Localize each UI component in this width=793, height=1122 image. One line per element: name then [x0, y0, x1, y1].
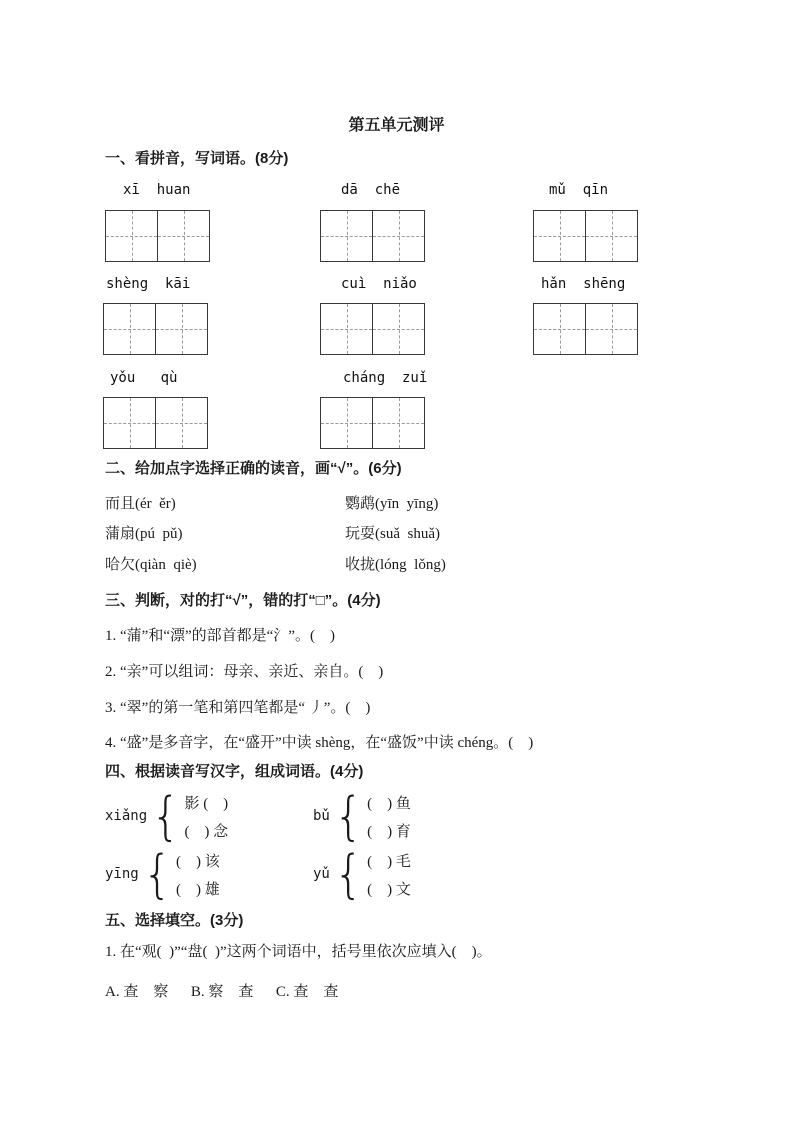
- section1-header: 一、看拼音，写词语。(8分): [105, 150, 289, 167]
- writing-grid: [533, 303, 638, 355]
- grid-cell: [104, 398, 155, 448]
- writing-grid: [103, 397, 208, 449]
- group-pinyin: bǔ: [313, 808, 330, 824]
- fill-in-line: ( ) 该: [176, 853, 220, 870]
- grid-cell: [157, 211, 209, 261]
- judgement-item: 2. “亲”可以组词：母亲、亲近、亲自。( ): [105, 664, 384, 680]
- grid-cell: [372, 304, 424, 354]
- writing-grid: [320, 397, 425, 449]
- pinyin-label: yǒu qù: [110, 370, 178, 386]
- fill-in-group: [105, 843, 220, 905]
- pinyin-label: shèng kāi: [106, 276, 191, 292]
- grid-cell: [534, 211, 585, 261]
- section3-header: 三、判断，对的打“√”，错的打“□”。(4分): [105, 592, 381, 609]
- grid-cell: [155, 398, 207, 448]
- section4-header: 四、根据读音写汉字，组成词语。(4分): [105, 763, 364, 780]
- group-pinyin: xiǎng: [105, 808, 148, 824]
- grid-cell: [321, 398, 372, 448]
- grid-cell: [585, 304, 637, 354]
- group-pinyin: yǔ: [313, 866, 330, 882]
- pinyin-label: mǔ qīn: [549, 182, 609, 198]
- pinyin-label: hǎn shēng: [541, 276, 626, 292]
- choice-question: 1. 在“观( )”“盘( )”这两个词语中，括号里依次应填入( )。: [105, 944, 492, 960]
- brace-glyph: {: [142, 843, 172, 905]
- grid-cell: [321, 304, 372, 354]
- section2-header: 二、给加点字选择正确的读音，画“√”。(6分): [105, 460, 402, 477]
- pronunciation-item: 哈欠(qiàn qiè): [105, 557, 197, 573]
- pinyin-label: cuì niǎo: [341, 276, 417, 292]
- writing-grid: [105, 210, 210, 262]
- brace-glyph: {: [151, 785, 181, 847]
- writing-grid: [533, 210, 638, 262]
- writing-grid: [320, 210, 425, 262]
- judgement-item: 3. “翠”的第一笔和第四笔都是“ 丿”。( ): [105, 700, 371, 716]
- pinyin-label: dā chē: [341, 182, 401, 198]
- fill-in-group: [313, 785, 411, 847]
- pronunciation-item: 玩耍(suǎ shuǎ): [345, 526, 440, 542]
- fill-in-line: ( ) 念: [184, 823, 229, 840]
- pinyin-label: xī huan: [123, 182, 191, 198]
- pronunciation-item: 蒲扇(pú pǔ): [105, 526, 183, 542]
- group-pinyin: yīng: [105, 866, 139, 882]
- grid-cell: [155, 304, 207, 354]
- pinyin-label: cháng zuǐ: [343, 370, 428, 386]
- page-title: 第五单元测评: [348, 117, 445, 134]
- pronunciation-item: 收拢(lóng lǒng): [345, 557, 446, 573]
- brace-glyph: {: [333, 785, 364, 847]
- grid-cell: [106, 211, 157, 261]
- choice-options: A. 查 察 B. 察 查 C. 查 查: [105, 984, 339, 1000]
- fill-in-line: ( ) 文: [367, 881, 411, 898]
- judgement-item: 1. “蒲”和“漂”的部首都是“氵”。( ): [105, 628, 335, 644]
- grid-cell: [321, 211, 372, 261]
- fill-in-line: 影 ( ): [184, 795, 229, 812]
- grid-cell: [104, 304, 155, 354]
- fill-in-group: [313, 843, 411, 905]
- brace-glyph: {: [333, 843, 364, 905]
- fill-in-line: ( ) 鱼: [367, 795, 411, 812]
- writing-grid: [320, 303, 425, 355]
- fill-in-line: ( ) 育: [367, 823, 411, 840]
- grid-cell: [372, 211, 424, 261]
- pronunciation-item: 而且(ér ěr): [105, 496, 176, 512]
- writing-grid: [103, 303, 208, 355]
- fill-in-line: ( ) 雄: [176, 881, 220, 898]
- section5-header: 五、选择填空。(3分): [105, 912, 244, 929]
- pronunciation-item: 鹦鹉(yīn yīng): [345, 496, 439, 512]
- grid-cell: [534, 304, 585, 354]
- judgement-item: 4. “盛”是多音字，在“盛开”中读 shèng，在“盛饭”中读 chéng。( ): [105, 735, 534, 751]
- grid-cell: [585, 211, 637, 261]
- fill-in-group: [105, 785, 229, 847]
- fill-in-line: ( ) 毛: [367, 853, 411, 870]
- grid-cell: [372, 398, 424, 448]
